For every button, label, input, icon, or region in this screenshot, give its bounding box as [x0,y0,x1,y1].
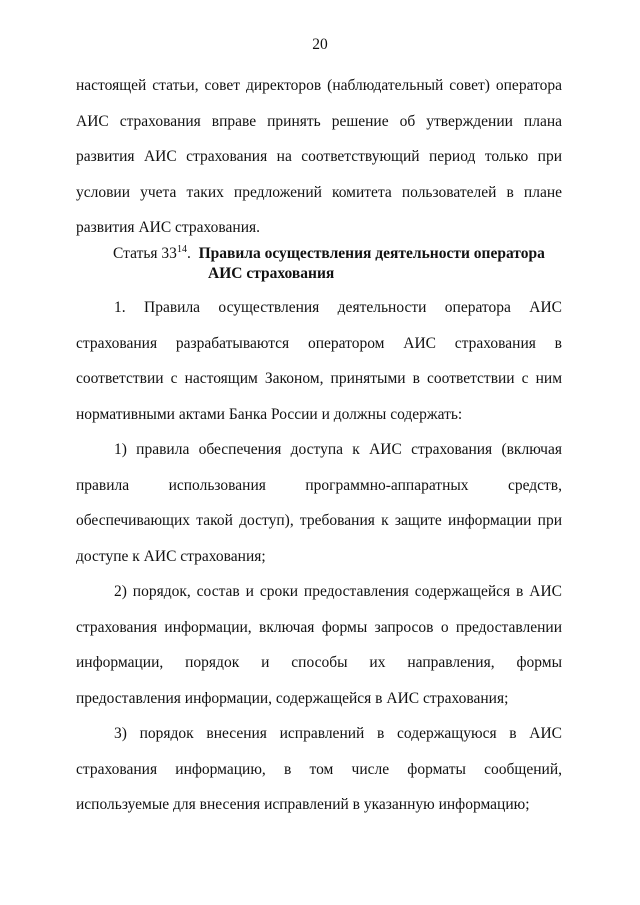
continuation-paragraph-block [76,68,562,246]
continuation-paragraph: настоящей статьи, совет директоров (наблюдательный совет) оператора АИС страхования вправе принять решение об утверждении плана развития АИС страхования на соответствующий период только при условии учета таких предложений комитета пользователей в плане развития АИС страхования. [76,77,562,236]
article-superscript: 14 [176,244,187,255]
article-heading [113,244,563,284]
page-number: 20 [312,36,328,53]
article-title-line2: АИС страхования [208,265,335,282]
item-3: 3) порядок внесения исправлений в содержащуюся в АИС страхования информацию, в том числе форматы сообщений, используемые для внесения исправлений в указанную информацию; [76,725,562,813]
clause-1: 1. Правила осуществления деятельности оператора АИС страхования разрабатываются оператором АИС страхования в соответствии с настоящим Законом, принятыми в соответствии с ним нормативными актами Банка России и должны содержать: [76,299,562,423]
item-2: 2) порядок, состав и сроки предоставления содержащейся в АИС страхования информации, включая формы запросов о предоставлении информации, порядок и способы их направления, формы предоставления информации, содержащейся в АИС страхования; [76,583,562,707]
article-label: Статья 33 [113,245,177,262]
item-1: 1) правила обеспечения доступа к АИС страхования (включая правила использования программно-аппаратных средств, обеспечивающих такой доступ), требования к защите информации при доступе к АИС страхования; [76,441,562,565]
article-body [76,290,562,823]
article-heading-line1: Статья $33^{14}$. Правила осуществления деятельности оператора [113,244,545,262]
article-title-line1: Правила осуществления деятельности оператора [198,245,545,262]
